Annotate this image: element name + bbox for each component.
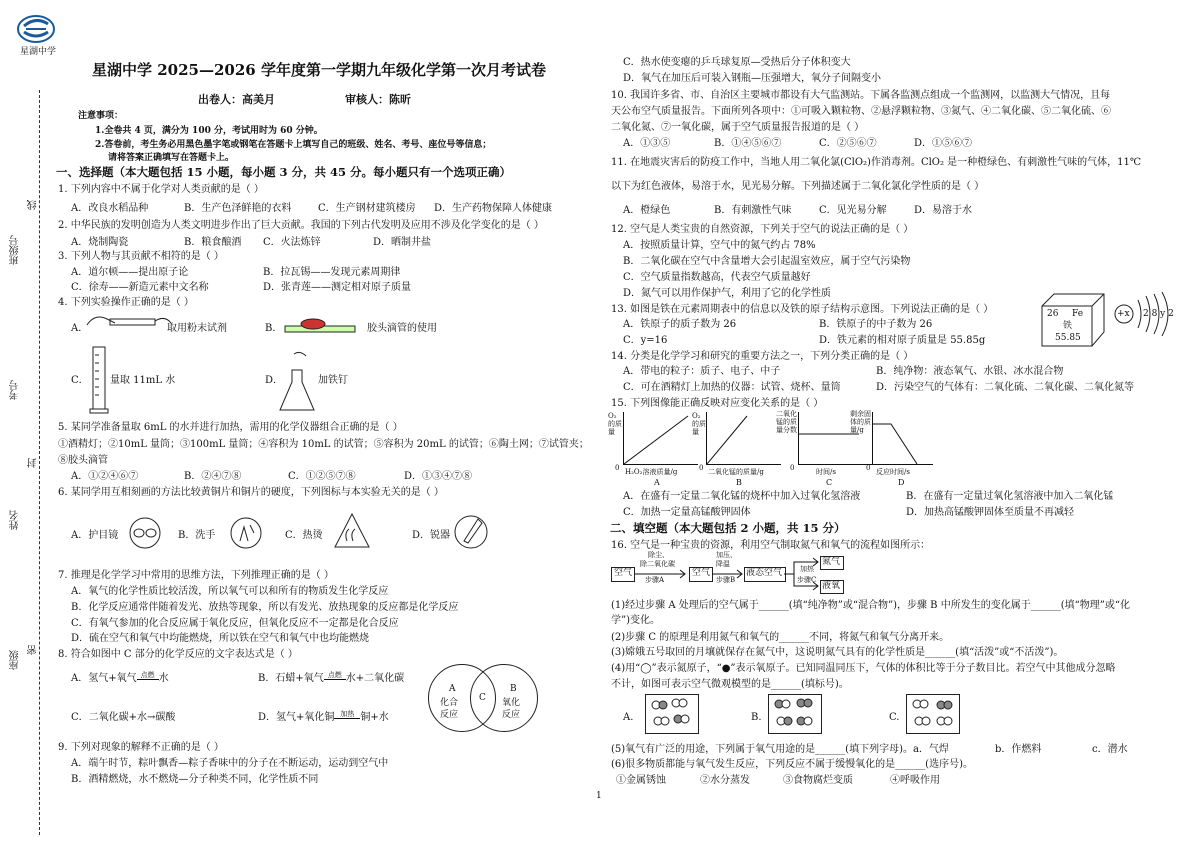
flow-air: 空气 [614,568,633,578]
venn-label-a3: 反应 [440,710,459,720]
q16-part-6c[interactable]: ③食物腐烂变质 [783,775,853,786]
graph-c-zero: 0 [790,464,795,472]
wash-hands-icon [228,513,264,553]
q6-stem: 6. 某同学用互相刻画的方法比较黄铜片和铜片的硬度，下列图标与本实验无关的是（ ） [58,487,444,498]
notice-2: 2.答卷前，考生务必用黑色墨字笔或钢笔在答题卡上填写自己的班级、姓名、考号、座位号等信息； [95,140,492,150]
q16-option-a[interactable]: A. [623,712,634,723]
q6-option-c[interactable]: C．热烫 [285,530,323,541]
venn-label-c: C [479,693,486,703]
graph-b-line [707,412,781,464]
flow-step-b1: 加压、 [716,551,737,559]
q8-option-d[interactable] [258,711,389,724]
graph-a-letter: A [654,478,660,487]
q16-part-6a[interactable]: ①金属锈蚀 [616,775,666,786]
q2-option-b[interactable]: B．粮食酿酒 [184,237,242,248]
q9-option-a[interactable]: A．端午时节，粽叶飘香—粽子香味中的分子在不断运动，运动到空气中 [71,758,389,769]
q10-stem-3: 二氧化氮、⑦一氧化碳，属于空气质量报告报道的是（ ） [611,122,865,133]
flow-step-a1: 除尘、 [648,551,669,559]
school-logo-text: 星湖中学 [20,47,57,57]
q16-part-6b[interactable]: ②水分蒸发 [700,775,750,786]
q16-part-5c: c．潜水 [1092,744,1128,755]
graph-d-line [873,412,933,464]
q7-stem: 7. 推理是化学学习中常用的思维方法，下列推理正确的是（ ） [58,570,334,581]
school-logo-icon [16,14,56,44]
graduated-cylinder-icon [88,345,110,415]
model-b-molecules [769,695,821,733]
q7-option-b[interactable]: B．化学反应通常伴随着发光、放热等现象，所以有发光、放热现象的反应都是化学反应 [71,602,459,613]
q11-stem-2: 以下为红色液体，易溶于水，见光易分解。下列描述属于二氧化氯化学性质的是（ ） [611,181,985,192]
q7-option-a[interactable]: A．氧气的化学性质比较活泼，所以氧气可以和所有的物质发生化学反应 [71,586,389,597]
flow-step-b2: 降温 [716,560,730,568]
q8-b-product: 水+二氧化碳 [345,673,405,684]
q11-option-b[interactable]: B．有刺激性气味 [714,205,792,216]
q9-option-c[interactable]: C．热水使变瘪的乒乓球复原—受热后分子体积变大 [623,57,851,68]
q16-part-5b: b．作燃料 [995,744,1042,755]
side-seal2-mark: 密 [28,645,39,655]
side-seal-mark: 封 [28,458,39,468]
powder-spatula-icon [85,305,175,335]
side-line-mark: 线 [28,200,39,210]
q9-stem: 9. 下列对现象的解释不正确的是（ ） [58,742,224,753]
q10-option-c[interactable]: C．②⑤⑥⑦ [819,138,877,149]
q14-option-c[interactable]: C．可在酒精灯上加热的仪器：试管、烧杯、量筒 [623,382,841,393]
q1-stem: 1. 下列内容中不属于化学对人类贡献的是（ ） [58,184,264,195]
flow-step-c2: 步骤C [797,576,817,584]
q3-option-c[interactable]: C．徐寿——新造元素中文名称 [71,282,209,293]
hot-surface-icon [332,511,372,551]
q14-option-d[interactable]: D．污染空气的气体有：二氧化硫、二氧化碳、二氧化氮等 [876,382,1135,393]
dropper-icon [283,314,363,334]
q5-option-d[interactable]: D．①③④⑦⑧ [404,471,473,482]
reviewer: 审核人：陈昕 [345,93,411,106]
school-logo [16,14,56,60]
q3-option-d[interactable]: D．张青莲——测定相对原子质量 [263,282,412,293]
q9-option-b[interactable]: B．酒精燃烧，水不燃烧—分子种类不同，化学性质不同 [71,774,319,785]
q8-option-a[interactable] [71,672,169,685]
page-number: 1 [596,791,602,801]
flow-arrow-c [784,556,820,592]
q8-a-product: 水 [158,673,169,684]
q16-part-6: (6)很多物质都能与氧气发生反应，下列反应不属于缓慢氧化的是______(选序号)。 [611,759,973,770]
q8-stem: 8. 符合如图中 C 部分的化学反应的文字表达式是（ ） [58,649,298,660]
graph-d-zero: 0 [866,464,871,472]
q2-option-c[interactable]: C．火法炼锌 [263,237,321,248]
q13-option-b[interactable]: B．铁原子的中子数为 26 [819,319,933,330]
q15-option-d[interactable]: D．加热高锰酸钾固体至质量不再减轻 [906,507,1075,518]
side-class: 班级号 [10,235,21,265]
q13-option-d[interactable]: D．铁元素的相对原子质量是 55.85g [819,335,986,346]
q9-option-d[interactable]: D．氧气在加压后可装入钢瓶—压强增大，氧分子间隔变小 [623,73,882,84]
graph-b-ylabel: O₂的质量 [692,412,706,436]
q12-option-c[interactable]: C．空气质量指数越高，代表空气质量越好 [623,272,811,283]
q10-option-a[interactable]: A．①③⑤ [623,138,671,149]
q8-a-condition: 点燃 [137,672,159,680]
q4-option-a[interactable]: A． [71,323,89,334]
atom-nucleus: +x [1117,309,1130,319]
q10-option-b[interactable]: B．①④⑤⑥⑦ [714,138,782,149]
q11-stem: 11. 在地震灾害后的防疫工作中，当地人用二氧化氯(ClO₂)作消毒剂。ClO₂ 是一种橙绿色、有刺激性气味的气体，11℃ [611,157,1142,168]
graph-a-line [624,412,698,464]
graph-a-zero: 0 [615,464,620,472]
flow-liquid-air: 液态空气 [746,568,783,578]
q13-option-a[interactable]: A．铁原子的质子数为 26 [623,319,737,330]
flow-step-c1: 加热 [800,565,814,573]
q16-part-4b: 不计，如图可表示空气微观模型的是______(填标号)。 [611,679,849,690]
q7-option-c[interactable]: C．有氧气参加的化合反应属于氧化反应，但氧化反应不一定都是化合反应 [71,618,399,629]
q15-stem: 15. 下列图像能正确反映对应变化关系的是（ ） [611,398,824,409]
q14-option-b[interactable]: B．纯净物：液态氧气、水银、冰水混合物 [876,366,1064,377]
notice-1: 1.全卷共 4 页，满分为 100 分，考试用时为 60 分钟。 [95,126,323,136]
q1-option-a[interactable]: A．改良水稻品种 [71,203,149,214]
flow-liquid-oxygen: 液氧 [822,581,841,591]
graph-c-letter: C [826,478,833,487]
model-b-box [768,694,822,734]
graph-b-xlabel: 二氧化锰的质量/g [708,468,764,476]
q3-stem: 3. 下列人物与其贡献不相符的是（ ） [58,251,224,262]
q16-part-1: (1)经过步骤 A 处理后的空气属于______(填“纯净物”或“混合物”)，步骤 B 中所发生的变化属于______(填“物理”或“化 [611,600,1130,611]
venn-label-b2: 氧化 [502,698,521,708]
model-a-box [645,694,699,734]
q8-b-reactants: B．石蜡+氧气 [258,673,324,684]
graph-a-xlabel: H₂O₂溶液质量/g [625,468,678,476]
q12-stem: 12. 空气是人类宝贵的自然资源，下列关于空气的说法正确的是（ ） [611,224,914,235]
flask-icon [276,350,318,418]
flow-step-b3: 步骤B [716,576,736,584]
q4-stem: 4. 下列实验操作正确的是（ ） [58,297,194,308]
q3-option-b[interactable]: B．拉瓦锡——发现元素周期律 [263,267,401,278]
q4-option-d[interactable]: D． [265,375,284,386]
q4-option-b[interactable]: B． [265,323,283,334]
atom-shells: 2 8 y 2 [1143,309,1174,319]
q16-part-1b: 学”)变化。 [611,615,661,626]
q2-stem: 2. 中华民族的发明创造为人类文明进步作出了巨大贡献。我国的下列古代发明及应用不涉及化学变化的是（ ） [58,220,544,231]
q4-option-c-text: 量取 11mL 水 [110,375,176,386]
notice-3: 请将答案正确填写在答题卡上。 [108,153,235,163]
fe-mass: 55.85 [1055,333,1081,343]
model-a-molecules [646,695,698,733]
graph-a-ylabel: O₂的质量 [608,412,622,436]
q15-option-c[interactable]: C．加热一定量高锰酸钾固体 [623,507,751,518]
venn-label-b: B [510,684,517,694]
sharp-object-icon [452,511,490,553]
q5-option-c[interactable]: C．①②⑤⑦⑧ [288,471,356,482]
q5-items: ①酒精灯；②10mL 量筒；③100mL 量筒；④容积为 10mL 的试管；⑤容积为 20mL 的试管；⑥陶土网；⑦试管夹； [58,439,589,450]
exam-title: 星湖中学 2025—2026 学年度第一学期九年级化学第一次月考试卷 [92,61,546,79]
q16-part-2: (2)步骤 C 的原理是利用氮气和氧气的______不同，将氮气和氧气分离开来。 [611,632,950,643]
graph-c-ylabel: 二氧化锰的质量分数 [776,410,797,434]
flow-nitrogen: 氮气 [822,557,841,567]
q4-option-a-text: 取用粉末试剂 [167,323,227,334]
q2-option-d[interactable]: D．晒制井盐 [373,237,432,248]
author: 出卷人：高美月 [198,93,275,106]
flow-air2: 空气 [692,568,711,578]
q8-d-product: 铜+水 [360,712,389,723]
model-c-molecules [907,695,959,733]
q15-option-b[interactable]: B．在盛有一定量过氧化氢溶液中加入二氧化锰 [906,491,1114,502]
graph-c-xlabel: 时间/s [816,468,836,476]
q14-stem: 14. 分类是化学学习和研究的重要方法之一，下列分类正确的是（ ） [611,351,914,362]
q5-option-b[interactable]: B．②④⑦⑧ [184,471,242,482]
q4-option-b-text: 胶头滴管的使用 [367,323,437,334]
q10-stem-2: 天公布空气质量报告。下面所列各项中：①可吸入颗粒物、②悬浮颗粒物、③氮气、④二氧化碳、⑤二氧化硫、⑥ [611,106,1111,117]
q16-stem: 16. 空气是一种宝贵的资源，利用空气制取氮气和氧气的流程如图所示： [611,540,931,551]
q8-d-reactants: D．氢气+氧化铜 [258,712,335,723]
q5-items-2: ⑧胶头滴管 [58,455,108,466]
q4-option-c[interactable]: C． [71,375,89,386]
side-name: 姓名 [10,510,21,530]
q16-option-c[interactable]: C. [889,712,900,723]
graph-b-zero: 0 [699,464,704,472]
q1-option-d[interactable]: D．生产药物保障人体健康 [434,203,553,214]
q4-option-d-text: 加铁钉 [318,375,348,386]
q14-option-a[interactable]: A．带电的粒子：质子、电子、中子 [623,366,781,377]
graph-d-ylabel: 剩余固体的质量/g [850,410,871,434]
notice-title: 注意事项： [78,111,124,121]
graph-b [706,412,781,465]
q12-option-b[interactable]: B．二氧化碳在空气中含量增大会引起温室效应，属于空气污染物 [623,256,911,267]
q6-option-a[interactable]: A．护目镜 [71,530,119,541]
q7-option-d[interactable]: D．硫在空气和氧气中均能燃烧，所以铁在空气和氧气中也均能燃烧 [71,633,370,644]
q1-option-b[interactable]: B．生产色泽鲜艳的衣料 [184,203,292,214]
q11-option-d[interactable]: D．易溶于水 [914,205,973,216]
q6-option-b[interactable]: B．洗手 [178,530,216,541]
q16-part-3: (3)嫦娥五号取回的月壤就保存在氮气中，这说明氮气具有的化学性质是______(填“活泼”或“不活泼”)。 [611,647,1064,658]
q8-d-condition: 加热 [334,711,360,719]
q1-option-c[interactable]: C．生产钢材建筑楼房 [318,203,416,214]
q8-a-reactants: A．氢气+氧气 [71,673,137,684]
venn-label-a: A [449,684,456,694]
q3-option-a[interactable]: A．道尔顿——提出原子论 [71,267,189,278]
graph-b-letter: B [736,478,742,487]
q12-option-a[interactable]: A．按照质量计算，空气中的氮气约占 78% [623,240,816,251]
q5-stem: 5. 某同学准备量取 6mL 的水并进行加热，需用的化学仪器组合正确的是（ ） [58,422,403,433]
graph-d-xlabel: 反应时间/s [876,468,910,476]
q8-option-b[interactable] [258,672,404,685]
q10-stem: 10. 我国许多省、市、自治区主要城市都设有大气监测站。下属各监测点组成一个监测网，以监测大气情况，且每 [611,90,1111,101]
q13-stem: 13. 如图是铁在元素周期表中的信息以及铁的原子结构示意图。下列说法正确的是（ ） [611,304,994,315]
flow-step-a3: 步骤A [645,576,665,584]
q16-part-5: (5)氧气有广泛的用途，下列属于氧气用途的是______(填下列字母)。a．气焊 [611,744,949,755]
venn-label-b3: 反应 [502,710,521,720]
q6-option-d[interactable]: D．锐器 [412,530,451,541]
side-grade: 座级 [10,650,21,670]
q13-option-c[interactable]: C．y=16 [623,335,668,346]
q12-option-d[interactable]: D．氮气可以用作保护气，利用了它的化学性质 [623,288,832,299]
q5-option-a[interactable]: A．①②④⑥⑦ [71,471,139,482]
fe-name: 铁 [1063,321,1073,331]
section-2-title: 二、填空题（本大题包括 2 小题，共 15 分） [610,521,846,535]
flow-step-a2: 除二氧化碳 [640,560,675,568]
q16-part-4: (4)用“◯”表示氮原子，“●”表示氧原子。已知同温同压下，气体的体积比等于分子数目比。若空气中其他成分忽略 [611,663,1116,674]
fe-atomic-number: 26 [1047,309,1059,319]
fe-symbol: Fe [1072,309,1084,319]
q8-b-condition: 点燃 [324,672,346,680]
venn-label-a2: 化合 [440,698,459,708]
q8-option-c[interactable]: C．二氧化碳+水→碳酸 [71,712,176,723]
q11-option-a[interactable]: A．橙绿色 [623,205,671,216]
q11-option-c[interactable]: C．见光易分解 [819,205,887,216]
q15-option-a[interactable]: A．在盛有一定量二氧化锰的烧杯中加入过氧化氢溶液 [623,491,861,502]
graph-a [623,412,698,465]
side-exam-no: 考号 [10,380,21,400]
graph-d [872,412,933,465]
q16-part-6d[interactable]: ④呼吸作用 [890,775,940,786]
section-1-title: 一、选择题（本大题包括 15 小题，每小题 3 分，共 45 分。每小题只有一个选项正确） [56,165,512,179]
q16-option-b[interactable]: B. [751,712,762,723]
q10-option-d[interactable]: D．①⑤⑥⑦ [914,138,973,149]
q2-option-a[interactable]: A．烧制陶瓷 [71,237,129,248]
graph-d-letter: D [898,478,905,487]
model-c-box [906,694,960,734]
goggles-icon [128,513,162,553]
